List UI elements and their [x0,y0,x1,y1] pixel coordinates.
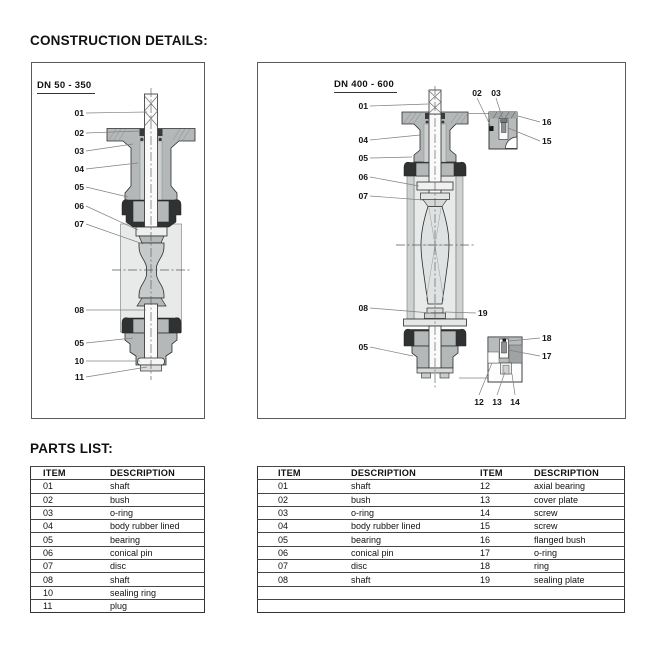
table-cell: 05 [258,533,352,546]
table-cell [534,599,625,612]
table-row [258,533,625,546]
callout-label: 06 [358,172,368,182]
table-cell: 11 [31,599,111,612]
table-cell: disc [110,560,205,573]
table-cell: sealing ring [110,586,205,599]
column-header: DESCRIPTION [110,467,205,480]
table-cell: 08 [258,573,352,586]
table-cell: body rubber lined [110,520,205,533]
table-row [258,506,625,519]
callout-label: 11 [74,372,84,382]
range-label-dn400-600: DN 400 - 600 [334,79,397,93]
table-cell: plug [110,599,205,612]
table-cell: 17 [480,546,534,559]
table-cell: 07 [31,560,111,573]
callout-label: 02 [74,128,84,138]
table-cell [534,586,625,599]
table-header-row [258,467,625,480]
callout-label: 08 [358,303,368,313]
table-cell [351,586,480,599]
table-cell: 08 [31,573,111,586]
table-cell: ring [534,560,625,573]
callout-label: 18 [542,333,552,343]
callout-label: 16 [542,117,552,127]
table-cell: shaft [110,480,205,493]
table-cell [480,586,534,599]
table-row [31,560,205,573]
table-cell: conical pin [110,546,205,559]
callout-label: 05 [358,153,368,163]
callout-label: 05 [74,338,84,348]
table-header-row [31,467,205,480]
callout-label: 01 [358,101,368,111]
callout-label: 03 [74,146,84,156]
table-row [258,546,625,559]
callout-label: 15 [542,136,552,146]
column-header: ITEM [31,467,111,480]
callout-label: 19 [478,308,488,318]
table-cell: 02 [31,493,111,506]
column-header: ITEM [480,467,534,480]
table-cell: 02 [258,493,352,506]
table-row [31,533,205,546]
valve-drawing-dn400-600 [396,86,489,388]
table-cell: 18 [480,560,534,573]
callout-label: 04 [74,164,84,174]
callout-label: 05 [358,342,368,352]
callout-label: 02 [472,88,482,98]
table-cell: screw [534,506,625,519]
callout-label: 08 [74,305,84,315]
table-row [258,586,625,599]
table-cell: screw [534,520,625,533]
table-cell: bearing [110,533,205,546]
table-cell: 01 [258,480,352,493]
table-row [258,480,625,493]
parts-list-title: PARTS LIST: [30,441,113,456]
table-cell: shaft [351,480,480,493]
table-cell: sealing plate [534,573,625,586]
table-cell: flanged bush [534,533,625,546]
detail-inset-bottom [488,337,522,382]
table-cell: body rubber lined [351,520,480,533]
callout-label: 07 [74,219,84,229]
callout-label: 13 [492,397,502,407]
table-cell: 16 [480,533,534,546]
detail-inset-top [489,112,517,149]
callout-label: 05 [74,182,84,192]
table-cell: conical pin [351,546,480,559]
table-cell: cover plate [534,493,625,506]
range-label-dn50-350: DN 50 - 350 [37,80,95,94]
table-cell: 19 [480,573,534,586]
table-cell: bearing [351,533,480,546]
table-row [258,599,625,612]
table-cell: 06 [258,546,352,559]
column-header: DESCRIPTION [351,467,480,480]
table-row [31,586,205,599]
column-header: ITEM [258,467,352,480]
callout-label: 04 [358,135,368,145]
table-cell: bush [351,493,480,506]
parts-table-left [30,466,205,613]
table-cell: 12 [480,480,534,493]
table-row [258,560,625,573]
table-row [258,520,625,533]
parts-table-right [257,466,625,613]
table-row [31,573,205,586]
table-cell: o-ring [534,546,625,559]
table-cell: o-ring [351,506,480,519]
table-cell: 05 [31,533,111,546]
table-cell [258,586,352,599]
table-row [31,506,205,519]
table-cell: 03 [31,506,111,519]
table-cell: shaft [351,573,480,586]
table-cell: 04 [31,520,111,533]
table-row [31,493,205,506]
callout-label: 10 [74,356,84,366]
table-row [31,520,205,533]
table-cell: 01 [31,480,111,493]
table-cell: 07 [258,560,352,573]
table-cell: o-ring [110,506,205,519]
callout-label: 01 [74,108,84,118]
table-cell [480,599,534,612]
callout-label: 12 [474,397,484,407]
column-header: DESCRIPTION [534,467,625,480]
construction-details-title: CONSTRUCTION DETAILS: [30,33,208,48]
table-row [31,546,205,559]
table-cell: 15 [480,520,534,533]
table-row [258,573,625,586]
table-cell: 14 [480,506,534,519]
callout-label: 06 [74,201,84,211]
callout-label: 03 [491,88,501,98]
table-cell: 10 [31,586,111,599]
table-row [31,599,205,612]
table-cell: shaft [110,573,205,586]
callout-label: 07 [358,191,368,201]
table-cell: 03 [258,506,352,519]
table-cell: 13 [480,493,534,506]
callout-labels-left [74,108,84,382]
table-cell [351,599,480,612]
table-cell: bush [110,493,205,506]
table-cell: axial bearing [534,480,625,493]
table-cell: 06 [31,546,111,559]
table-cell: 04 [258,520,352,533]
table-row [258,493,625,506]
table-cell [258,599,352,612]
callout-label: 14 [510,397,520,407]
callout-label: 17 [542,351,552,361]
table-row [31,480,205,493]
table-cell: disc [351,560,480,573]
